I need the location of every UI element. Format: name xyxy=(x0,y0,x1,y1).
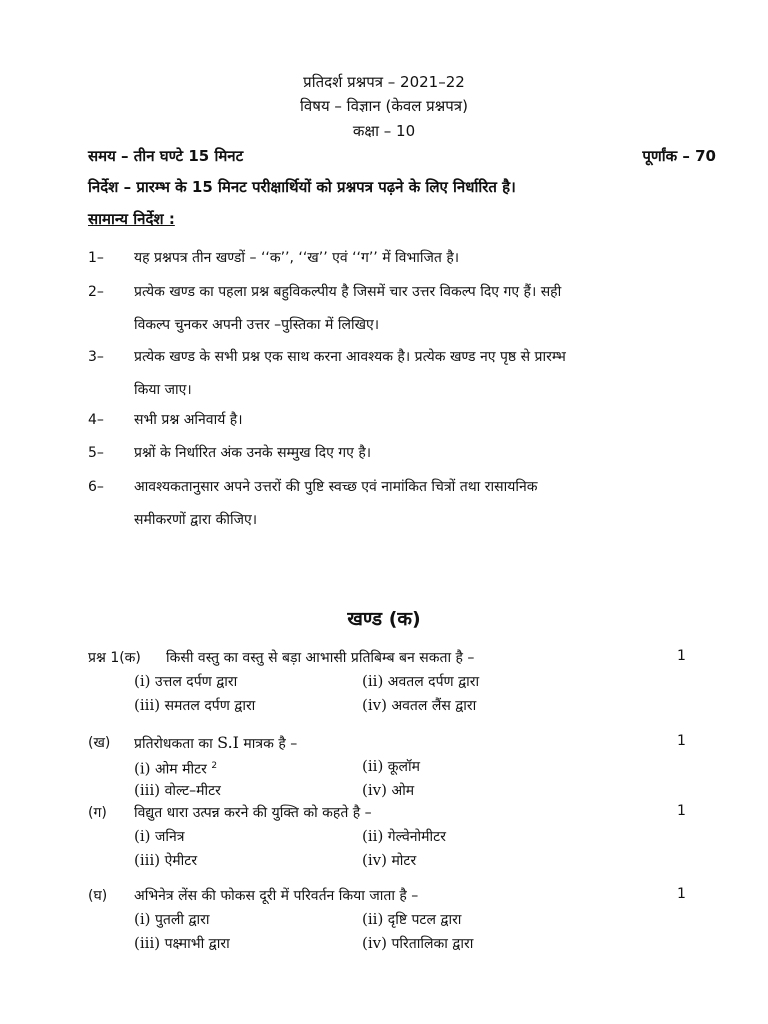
option-iii xyxy=(134,850,362,870)
option-number: (iv) xyxy=(362,696,387,714)
si-unit-text: S.I xyxy=(217,733,239,752)
instruction-text: आवश्यकतानुसार अपने उत्तरों की पुष्टि स्वच्छ एवं नामांकित चित्रों तथा रासायनिक xyxy=(134,479,538,495)
stem-text-end: मात्रक है – xyxy=(238,736,298,752)
superscript: 2 xyxy=(211,761,218,771)
time-marks-row xyxy=(88,146,716,166)
option-text: कूलॉम xyxy=(387,759,421,775)
options-grid xyxy=(134,671,654,715)
option-text: दृष्टि पटल द्वारा xyxy=(387,912,462,928)
instruction-number: 4– xyxy=(88,412,104,428)
option-i xyxy=(134,756,362,776)
class-line: कक्षा – 10 xyxy=(352,122,416,140)
options-grid xyxy=(134,756,654,800)
option-number: (ii) xyxy=(362,910,384,928)
instruction-text: प्रश्नों के निर्धारित अंक उनके सम्मुख दिए गए है। xyxy=(134,445,372,461)
option-ii xyxy=(362,756,652,776)
option-iv xyxy=(362,850,652,870)
option-iv xyxy=(362,933,652,953)
option-text: पक्ष्माभी द्वारा xyxy=(164,936,230,952)
option-text: समतल दर्पण द्वारा xyxy=(164,698,256,714)
instruction-text: सभी प्रश्न अनिवार्य है। xyxy=(134,412,243,428)
question-label: प्रश्न 1(क) xyxy=(88,650,141,666)
option-i xyxy=(134,826,362,846)
option-ii xyxy=(362,826,652,846)
option-number: (iv) xyxy=(362,781,387,799)
option-text: परितालिका द्वारा xyxy=(391,936,474,952)
subject-line: विषय – विज्ञान (केवल प्रश्नपत्र) xyxy=(300,97,468,115)
stem-text: प्रतिरोधकता का xyxy=(134,736,218,752)
question-stem: अभिनेत्र लेंस की फोकस दूरी में परिवर्तन किया जाता है – xyxy=(134,888,419,904)
option-number: (ii) xyxy=(362,757,384,775)
option-number: (iii) xyxy=(134,851,161,869)
general-instructions-heading: सामान्य निर्देश : xyxy=(88,210,175,228)
question-stem: किसी वस्तु का वस्तु से बड़ा आभासी प्रतिबिम्ब बन सकता है – xyxy=(166,650,475,666)
instruction-number: 6– xyxy=(88,479,104,495)
options-grid xyxy=(134,826,654,870)
option-text: मोटर xyxy=(391,853,417,869)
paper-title: प्रतिदर्श प्रश्नपत्र – 2021–22 xyxy=(303,73,465,91)
total-marks: पूर्णांक – 70 xyxy=(642,147,716,165)
option-text: गेल्वेनोमीटर xyxy=(387,829,446,845)
option-text: ऐमीटर xyxy=(164,853,198,869)
option-text: अवतल दर्पण द्वारा xyxy=(387,674,480,690)
instruction-text-cont: किया जाए। xyxy=(134,382,192,398)
option-number: (i) xyxy=(134,827,151,845)
option-text: जनित्र xyxy=(154,829,185,845)
question-marks: 1 xyxy=(677,803,686,819)
option-number: (ii) xyxy=(362,672,384,690)
option-iii xyxy=(134,780,362,800)
instruction-number: 3– xyxy=(88,349,104,365)
question-stem xyxy=(134,733,644,753)
question-label: (ग) xyxy=(88,805,107,821)
option-text: ओम xyxy=(391,783,415,799)
option-number: (iii) xyxy=(134,934,161,952)
option-text: ओम मीटर xyxy=(154,761,207,778)
option-text: उत्तल दर्पण द्वारा xyxy=(154,674,238,690)
question-stem: विद्युत धारा उत्पन्न करने की युक्ति को कहते है – xyxy=(134,805,372,821)
question-label: (ख) xyxy=(88,735,111,751)
option-ii xyxy=(362,909,652,929)
option-number: (iv) xyxy=(362,851,387,869)
option-i xyxy=(134,909,362,929)
instruction-number: 1– xyxy=(88,250,104,266)
option-number: (iii) xyxy=(134,781,161,799)
option-number: (i) xyxy=(134,672,151,690)
option-iii xyxy=(134,933,362,953)
question-marks: 1 xyxy=(677,648,686,664)
reading-time-directive: निर्देश – प्रारम्भ के 15 मिनट परीक्षार्थियों को प्रश्नपत्र पढ़ने के लिए निर्धारित है। xyxy=(88,178,516,196)
instruction-text-cont: विकल्प चुनकर अपनी उत्तर –पुस्तिका में लिखिए। xyxy=(134,317,380,333)
option-number: (i) xyxy=(134,910,151,928)
option-text: वोल्ट–मीटर xyxy=(164,783,221,799)
option-number: (ii) xyxy=(362,827,384,845)
option-iii xyxy=(134,695,362,715)
instruction-number: 5– xyxy=(88,445,104,461)
section-heading: खण्ड (क) xyxy=(347,608,421,630)
option-iv xyxy=(362,780,652,800)
instruction-number: 2– xyxy=(88,284,104,300)
question-label: (घ) xyxy=(88,888,108,904)
instruction-text: प्रत्येक खण्ड का पहला प्रश्न बहुविकल्पीय है जिसमें चार उत्तर विकल्प दिए गए हैं। सही xyxy=(134,284,562,300)
question-marks: 1 xyxy=(677,886,686,902)
option-i xyxy=(134,671,362,691)
time-allowed: समय – तीन घण्टे 15 मिनट xyxy=(88,147,244,165)
question-marks: 1 xyxy=(677,733,686,749)
options-grid xyxy=(134,909,654,953)
instruction-text-cont: समीकरणों द्वारा कीजिए। xyxy=(134,512,258,528)
option-iv xyxy=(362,695,652,715)
instruction-text: प्रत्येक खण्ड के सभी प्रश्न एक साथ करना आवश्यक है। प्रत्येक खण्ड नए पृष्ठ से प्रारम्भ xyxy=(134,349,566,365)
option-number: (i) xyxy=(134,759,151,778)
instruction-text: यह प्रश्नपत्र तीन खण्डों – ‘‘क’’, ‘‘ख’’ एवं ‘‘ग’’ में विभाजित है। xyxy=(134,250,460,266)
option-number: (iv) xyxy=(362,934,387,952)
option-text: पुतली द्वारा xyxy=(154,912,210,928)
option-ii xyxy=(362,671,652,691)
option-text: अवतल लैंस द्वारा xyxy=(391,698,477,714)
option-number: (iii) xyxy=(134,696,161,714)
